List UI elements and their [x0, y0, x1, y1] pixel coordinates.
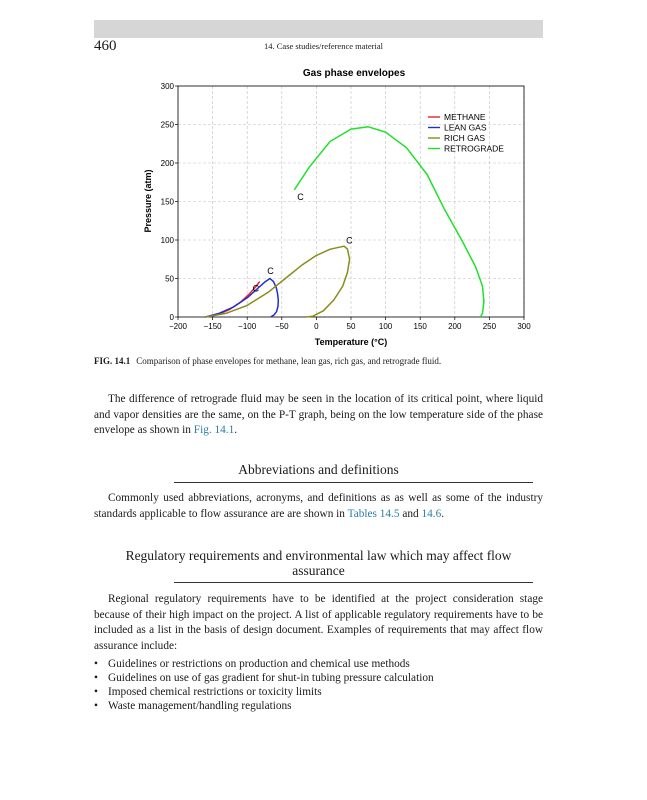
- x-tick-label: −200: [168, 322, 188, 331]
- legend-label-retrograde: RETROGRADE: [444, 143, 504, 154]
- paragraph-retrograde: [94, 392, 543, 439]
- figure-caption-text: Comparison of phase envelopes for methane, lean gas, rich gas, and retrograde fluid.: [136, 356, 442, 366]
- x-axis-label: Temperature (°C): [314, 337, 388, 347]
- critical-point-label-retrograde: C: [297, 191, 304, 202]
- y-tick-label: 250: [160, 120, 174, 130]
- legend-label-rich-gas: RICH GAS: [444, 133, 486, 143]
- y-tick-label: 100: [160, 236, 174, 245]
- paragraph-abbreviations: [94, 491, 543, 522]
- paragraph-text: and: [399, 507, 422, 520]
- list-item: • Waste management/handling regulations: [94, 699, 543, 713]
- y-tick-label: 0: [169, 313, 174, 322]
- requirements-list: [94, 657, 543, 713]
- y-tick-label: 300: [160, 82, 174, 91]
- critical-point-label-lean-gas: C: [267, 265, 274, 276]
- figure-label: FIG. 14.1: [94, 356, 131, 366]
- x-tick-label: −100: [238, 322, 257, 331]
- section-title-line: assurance: [292, 563, 345, 578]
- paragraph-text: Commonly used abbreviations, acronyms, and definitions as as well as some of the industry standards applicable to flow assurance are are shown in: [94, 492, 543, 520]
- y-tick-label: 200: [160, 159, 174, 168]
- section-title-regulatory: [94, 548, 543, 578]
- section-rule: [174, 582, 533, 583]
- series-line-lean-gas: [206, 279, 279, 318]
- x-tick-label: −150: [203, 322, 222, 331]
- running-head: 14. Case studies/reference material: [264, 41, 383, 51]
- x-tick-label: 100: [378, 322, 393, 331]
- x-tick-label: 300: [517, 322, 531, 331]
- y-tick-label: 50: [165, 274, 174, 284]
- list-item: • Guidelines or restrictions on production and chemical use methods: [94, 657, 543, 671]
- series-line-methane: [206, 282, 260, 317]
- x-tick-label: 0: [314, 322, 319, 331]
- table-link-14-5[interactable]: Tables 14.5: [347, 507, 400, 520]
- figure-link[interactable]: Fig. 14.1: [193, 424, 235, 436]
- page-number: 460: [94, 38, 117, 54]
- list-item: • Guidelines on use of gas gradient for shut-in tubing pressure calculation: [94, 671, 543, 685]
- y-tick-label: 150: [160, 197, 174, 207]
- paragraph-regulatory: Regional regulatory requirements have to be identified at the project consideration stage because of their high impact on the project. A list of applicable regulatory requirements have to be included as a list in the basis of design document. Examples of requirements that may affect flow assurance include:: [94, 593, 543, 652]
- x-tick-label: 250: [482, 322, 497, 331]
- x-tick-label: 200: [448, 322, 462, 331]
- paragraph-text: The difference of retrograde fluid may be seen in the location of its critical point, where liquid and vapor densities are the same, on the P-T graph, being on the low temperature side of the phase envelope as shown in: [94, 393, 543, 436]
- x-tick-label: 150: [413, 322, 427, 331]
- header-band: [94, 20, 543, 38]
- series-line-retrograde: [294, 127, 484, 317]
- y-axis-label: Pressure (atm): [143, 169, 153, 233]
- phase-envelope-chart: [94, 62, 543, 352]
- x-tick-label: −50: [275, 322, 289, 331]
- section-title-line: Regulatory requirements and environmental law which may affect flow: [125, 548, 512, 563]
- critical-point-label-methane: C: [252, 283, 260, 294]
- table-link-14-6[interactable]: 14.6: [421, 507, 442, 520]
- paragraph-text: .: [234, 424, 238, 436]
- critical-point-label-rich-gas: C: [346, 235, 353, 246]
- figure-caption: [94, 356, 554, 366]
- list-item: • Imposed chemical restrictions or toxicity limits: [94, 685, 543, 699]
- x-tick-label: 50: [346, 322, 356, 331]
- section-rule: [174, 482, 533, 483]
- legend-label-methane: METHANE: [444, 112, 486, 122]
- legend-label-lean-gas: LEAN GAS: [444, 122, 487, 133]
- paragraph-text: .: [441, 507, 445, 520]
- chart-title: Gas phase envelopes: [302, 68, 406, 79]
- chart-legend: [428, 112, 504, 154]
- section-title-abbreviations: Abbreviations and definitions: [238, 462, 399, 477]
